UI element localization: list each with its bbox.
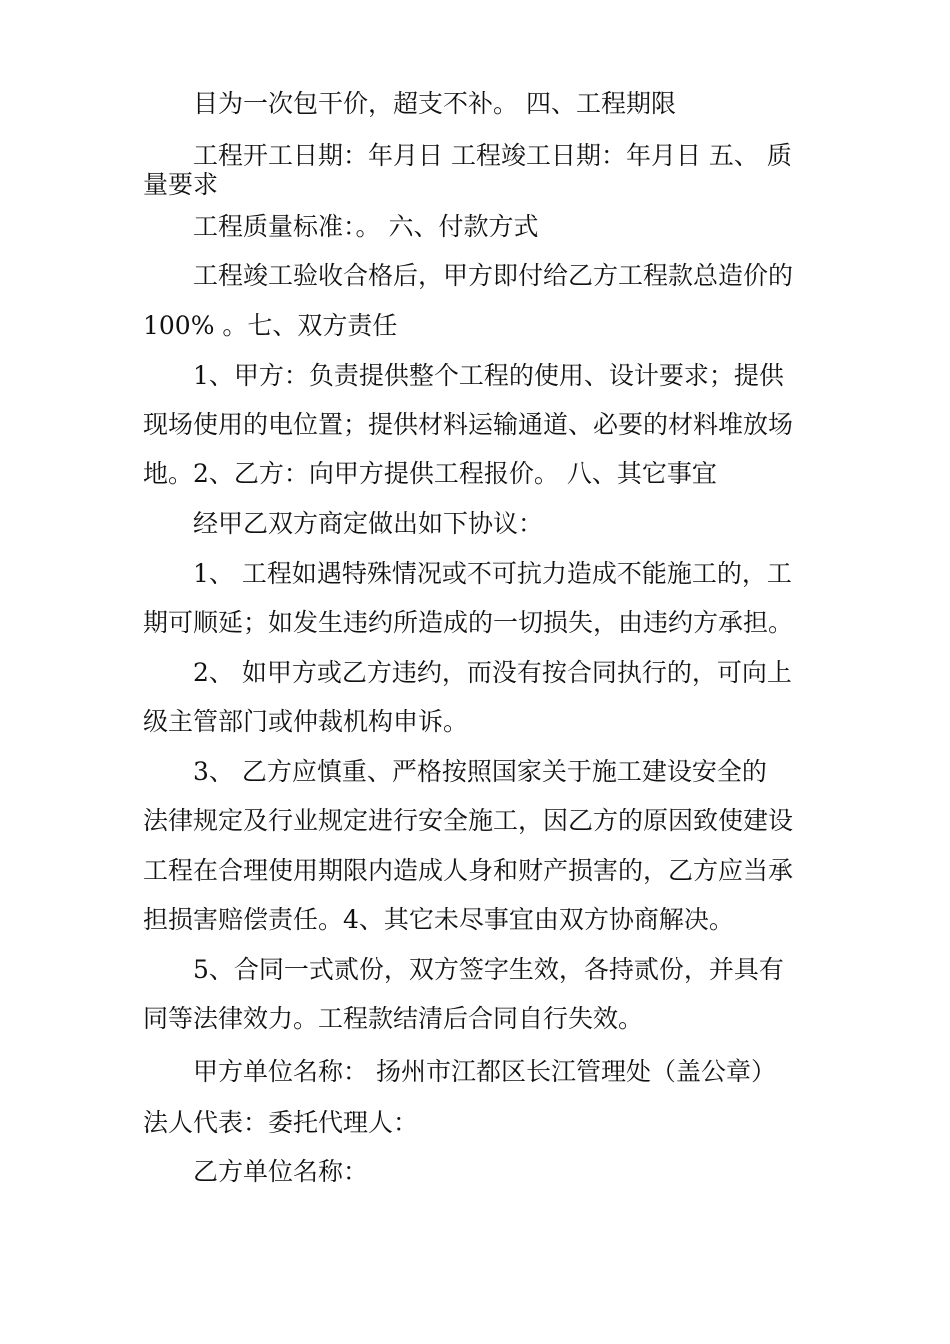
text-line: 1、 工程如遇特殊情况或不可抗力造成不能施工的，工 [193,559,792,588]
text-line: 法律规定及行业规定进行安全施工，因乙方的原因致使建设 [143,806,794,835]
text-line: 地。2、乙方：向甲方提供工程报价。 八、其它事宜 [143,459,717,488]
text-line: 级主管部门或仲裁机构申诉。 [143,707,469,736]
text-line: 乙方单位名称： [193,1157,369,1186]
text-line: 100% 。七、双方责任 [143,311,398,340]
text-line: 量要求 [143,170,219,199]
text-line: 目为一次包干价，超支不补。 四、工程期限 [193,89,676,118]
text-line: 工程质量标准：。 六、付款方式 [193,212,539,241]
text-line: 2、 如甲方或乙方违约，而没有按合同执行的，可向上 [193,658,792,687]
text-line: 经甲乙双方商定做出如下协议： [193,509,544,538]
text-line: 甲方单位名称： 扬州市江都区长江管理处（盖公章） [193,1057,776,1086]
text-line: 工程开工日期：年月日 工程竣工日期：年月日 五、 质 [193,141,792,170]
text-line: 5、合同一式贰份，双方签字生效，各持贰份，并具有 [193,955,784,984]
text-line: 工程在合理使用期限内造成人身和财产损害的，乙方应当承 [143,856,794,885]
text-line: 现场使用的电位置；提供材料运输通道、必要的材料堆放场 [143,410,794,439]
text-line: 期可顺延；如发生违约所造成的一切损失，由违约方承担。 [143,608,794,637]
text-line: 法人代表：委托代理人： [143,1108,419,1137]
text-line: 担损害赔偿责任。4、其它未尽事宜由双方协商解决。 [143,905,734,934]
text-line: 工程竣工验收合格后，甲方即付给乙方工程款总造价的 [193,261,794,290]
text-line: 1、甲方：负责提供整个工程的使用、设计要求；提供 [193,361,784,390]
text-line: 同等法律效力。工程款结清后合同自行失效。 [143,1004,644,1033]
text-line: 3、 乙方应慎重、严格按照国家关于施工建设安全的 [193,757,767,786]
